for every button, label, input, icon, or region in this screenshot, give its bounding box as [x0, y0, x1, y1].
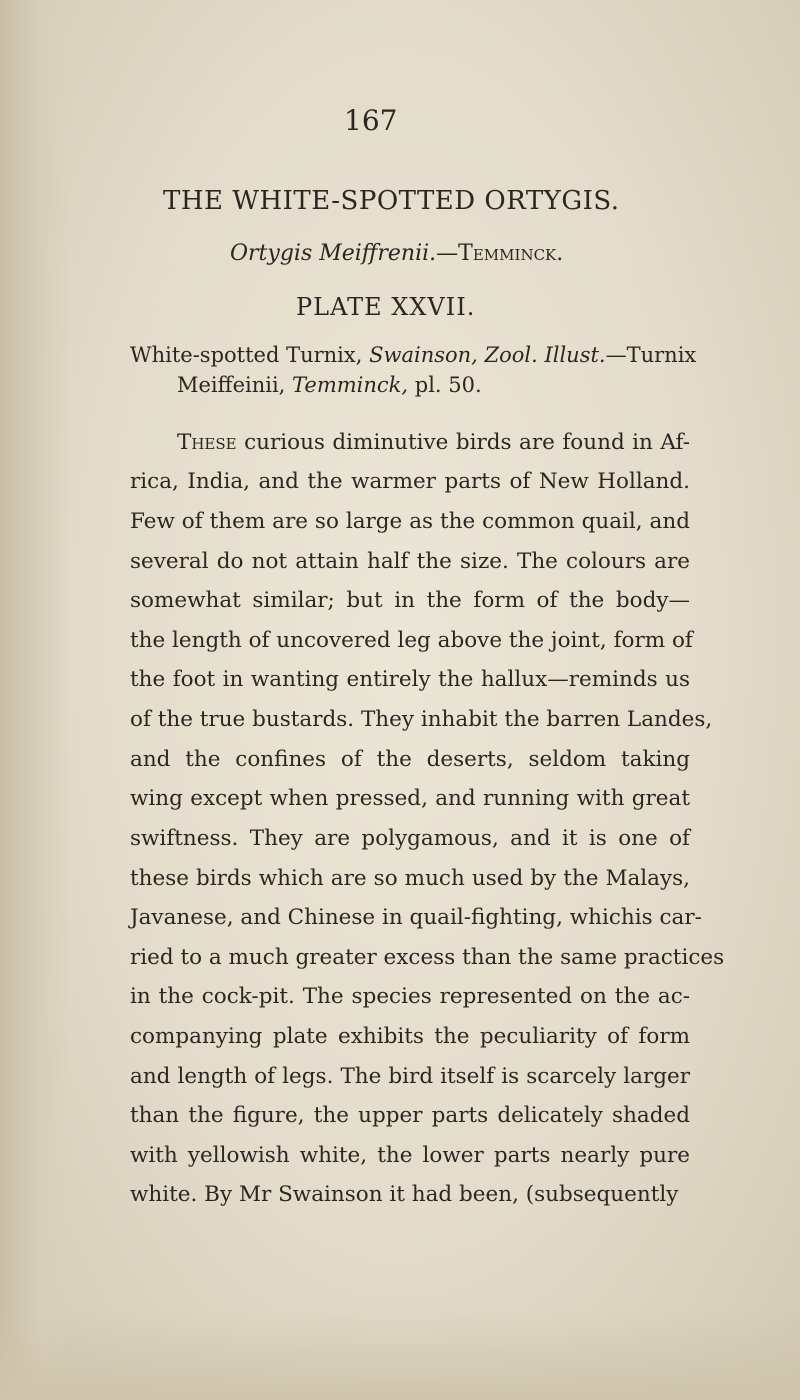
- body-dropcap-word: These: [177, 430, 237, 455]
- author-name: Temminck.: [458, 241, 564, 266]
- page-title: THE WHITE-SPOTTED ORTYGIS.: [163, 186, 620, 216]
- body-line: and the confines of the deserts, seldom taking: [130, 747, 690, 772]
- body-line: companying plate exhibits the peculiarity of form: [130, 1024, 690, 1049]
- synonymy-plate-ref: pl. 50.: [408, 373, 482, 397]
- body-line: these birds which are so much used by the Malays,: [130, 866, 690, 891]
- species-name: Ortygis Meiffrenii.: [230, 241, 437, 266]
- body-line: ried to a much greater excess than the same practices: [130, 945, 725, 970]
- synonymy-turnix: —Turnix: [605, 343, 697, 367]
- body-line: white. By Mr Swainson it had been, (subsequently: [130, 1182, 679, 1207]
- body-line: with yellowish white, the lower parts nearly pure: [130, 1143, 690, 1168]
- synonymy-line-1: [130, 343, 696, 367]
- body-line: in the cock-pit. The species represented on the ac-: [130, 984, 690, 1009]
- body-line: and length of legs. The bird itself is scarcely larger: [130, 1064, 690, 1089]
- body-line: somewhat similar; but in the form of the body—: [130, 588, 690, 613]
- page-number: 167: [344, 104, 398, 137]
- body-line: than the figure, the upper parts delicately shaded: [130, 1103, 690, 1128]
- page-edge-shadow: [0, 0, 70, 1400]
- body-line: the foot in wanting entirely the hallux—reminds us: [130, 667, 690, 692]
- scientific-name: [230, 241, 563, 266]
- body-line: swiftness. They are polygamous, and it is one of: [130, 826, 690, 851]
- synonymy-author: Temminck,: [292, 373, 409, 397]
- synonymy-common-name: White-spotted Turnix,: [130, 343, 370, 367]
- body-line: rica, India, and the warmer parts of New Holland.: [130, 469, 690, 494]
- synonymy-citation: Swainson, Zool. Illust.: [369, 343, 606, 367]
- plate-label: PLATE XXVII.: [296, 293, 476, 321]
- synonymy-species: Meiffeinii,: [177, 373, 293, 397]
- body-line: several do not attain half the size. The colours are: [130, 549, 690, 574]
- body-line: the length of uncovered leg above the joint, form of: [130, 628, 693, 653]
- synonymy-line-2: [177, 373, 482, 397]
- dash: —: [436, 241, 459, 266]
- page-bottom-shadow: [0, 1310, 800, 1400]
- body-line: These curious diminutive birds are found in Af-: [177, 430, 690, 455]
- body-line: of the true bustards. They inhabit the barren Landes,: [130, 707, 713, 732]
- body-line: Javanese, and Chinese in quail-fighting, whichis car-: [130, 905, 702, 930]
- body-line: Few of them are so large as the common quail, and: [130, 509, 690, 534]
- body-line: wing except when pressed, and running with great: [130, 786, 690, 811]
